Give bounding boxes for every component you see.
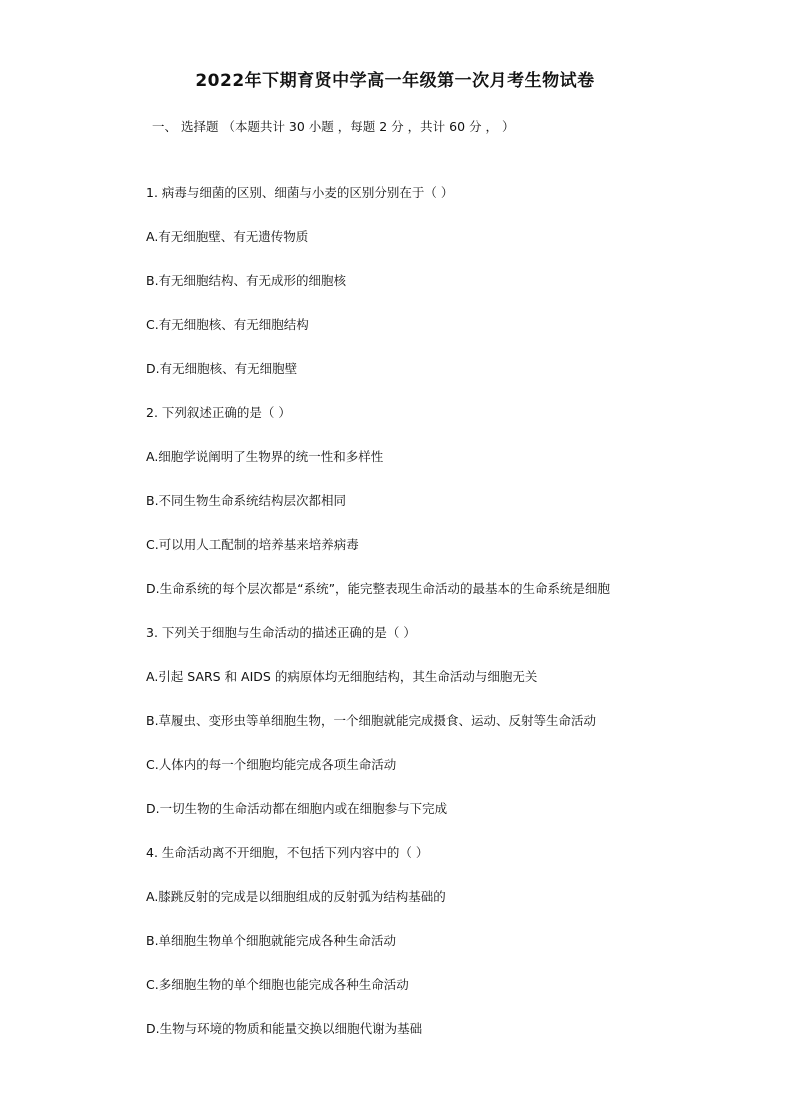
option-a: A.膝跳反射的完成是以细胞组成的反射弧为结构基础的: [146, 889, 446, 904]
exam-title: 2022年下期育贤中学高一年级第一次月考生物试卷: [195, 71, 595, 91]
option-c: C.多细胞生物的单个细胞也能完成各种生命活动: [146, 977, 409, 992]
question-stem: 1. 病毒与细菌的区别、细菌与小麦的区别分别在于（ ）: [146, 185, 454, 200]
option-d: D.生物与环境的物质和能量交换以细胞代谢为基础: [146, 1021, 423, 1036]
question-3: [146, 624, 746, 844]
question-stem: 2. 下列叙述正确的是（ ）: [146, 405, 291, 420]
option-b: B.单细胞生物单个细胞就能完成各种生命活动: [146, 933, 397, 948]
option-d: D.生命系统的每个层次都是“系统”，能完整表现生命活动的最基本的生命系统是细胞: [146, 581, 611, 596]
question-stem: 3. 下列关于细胞与生命活动的描述正确的是（ ）: [146, 625, 416, 640]
option-d: D.有无细胞核、有无细胞壁: [146, 361, 298, 376]
question-list: [146, 184, 746, 1064]
option-b: B.不同生物生命系统结构层次都相同: [146, 493, 347, 508]
option-b: B.草履虫、变形虫等单细胞生物，一个细胞就能完成摄食、运动、反射等生命活动: [146, 713, 597, 728]
option-c: C.人体内的每一个细胞均能完成各项生命活动: [146, 757, 397, 772]
section-heading: 一、 选择题 （本题共计 30 小题 ，每题 2 分 ，共计 60 分 ， ）: [152, 119, 515, 134]
option-b: B.有无细胞结构、有无成形的细胞核: [146, 273, 347, 288]
question-stem: 4. 生命活动离不开细胞，不包括下列内容中的（ ）: [146, 845, 429, 860]
question-2: [146, 404, 746, 624]
question-4: [146, 844, 746, 1064]
option-c: C.可以用人工配制的培养基来培养病毒: [146, 537, 359, 552]
option-c: C.有无细胞核、有无细胞结构: [146, 317, 309, 332]
question-1: [146, 184, 746, 404]
option-a: A.引起 SARS 和 AIDS 的病原体均无细胞结构，其生命活动与细胞无关: [146, 669, 538, 684]
option-d: D.一切生物的生命活动都在细胞内或在细胞参与下完成: [146, 801, 448, 816]
option-a: A.有无细胞壁、有无遗传物质: [146, 229, 309, 244]
option-a: A.细胞学说阐明了生物界的统一性和多样性: [146, 449, 384, 464]
